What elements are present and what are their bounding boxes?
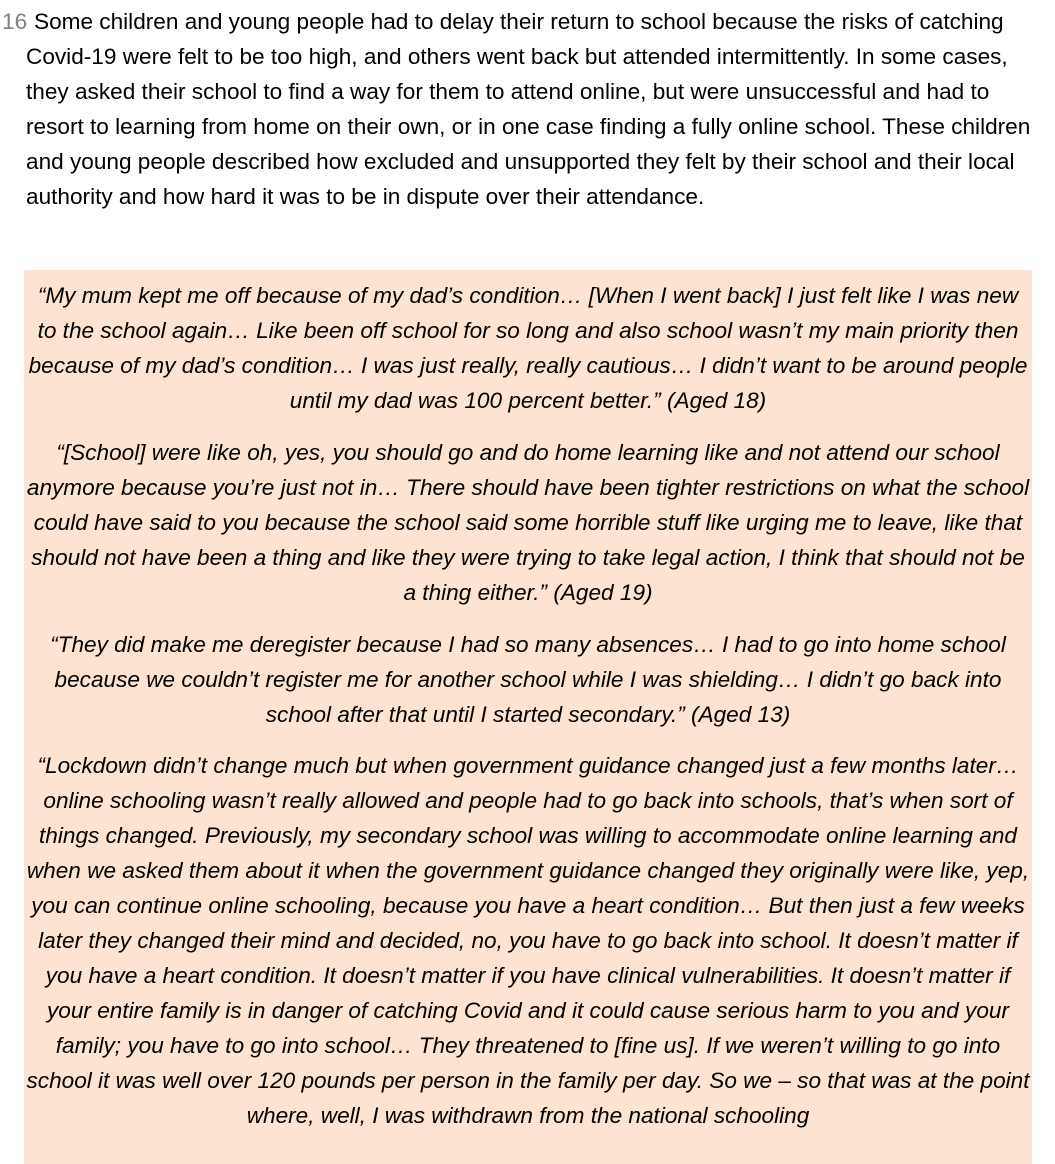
quote-lockdown: “Lockdown didn’t change much but when government guidance changed just a few months later… online schooling wasn’t really allowed and people had to go back into schools, that’s when sort of things changed. Previously, my secondary school was willing to accommodate online learning and when we asked them about it when the government guidance changed they originally were like, yep, you can continue online schooling, because you have a heart condition… But then just a few weeks later they changed their mind and decided, no, you have to go back into school. It doesn’t matter if you have a heart condition. It doesn’t matter if you have clinical vulnerabilities. It doesn’t matter if your entire family is in danger of catching Covid and it could cause serious harm to you and your family; you have to go into school… They threatened to [fine us]. If we weren’t willing to go into school it was well over 120 pounds per person in the family per day. So we – so that was at the point where, well, I was withdrawn from the national schooling <box>26 753 1030 1128</box>
quote-box <box>24 270 1032 1164</box>
paragraph-number: 16 <box>2 9 28 34</box>
paragraph-text: Some children and young people had to delay their return to school because the risks of catching Covid-19 were felt to be too high, and others went back but attended intermittently. In some cases, they asked their school to find a way for them to attend online, but were unsuccessful and had to resort to learning from home on their own, or in one case finding a fully online school. These children and young people described how excluded and unsupported they felt by their school and their local authority and how hard it was to be in dispute over their attendance. <box>26 9 1031 209</box>
quote-aged-19: “[School] were like oh, yes, you should go and do home learning like and not attend our school anymore because you’re just not in… There should have been tighter restrictions on what the school could have said to you because the school said some horrible stuff like urging me to leave, like that should not have been a thing and like they were trying to take legal action, I think that should not be a thing either.” (Aged 19) <box>26 440 1030 605</box>
quote-aged-18: “My mum kept me off because of my dad’s condition… [When I went back] I just felt like I was new to the school again… Like been off school for so long and also school wasn’t my main priority then because of my dad’s condition… I was just really, really cautious… I didn’t want to be around people until my dad was 100 percent better.” (Aged 18) <box>28 283 1028 413</box>
quote-aged-13: “They did make me deregister because I had so many absences… I had to go into home school because we couldn’t register me for another school while I was shielding… I didn’t go back into school after that until I started secondary.” (Aged 13) <box>50 632 1006 727</box>
paragraph-16 <box>0 4 1040 214</box>
